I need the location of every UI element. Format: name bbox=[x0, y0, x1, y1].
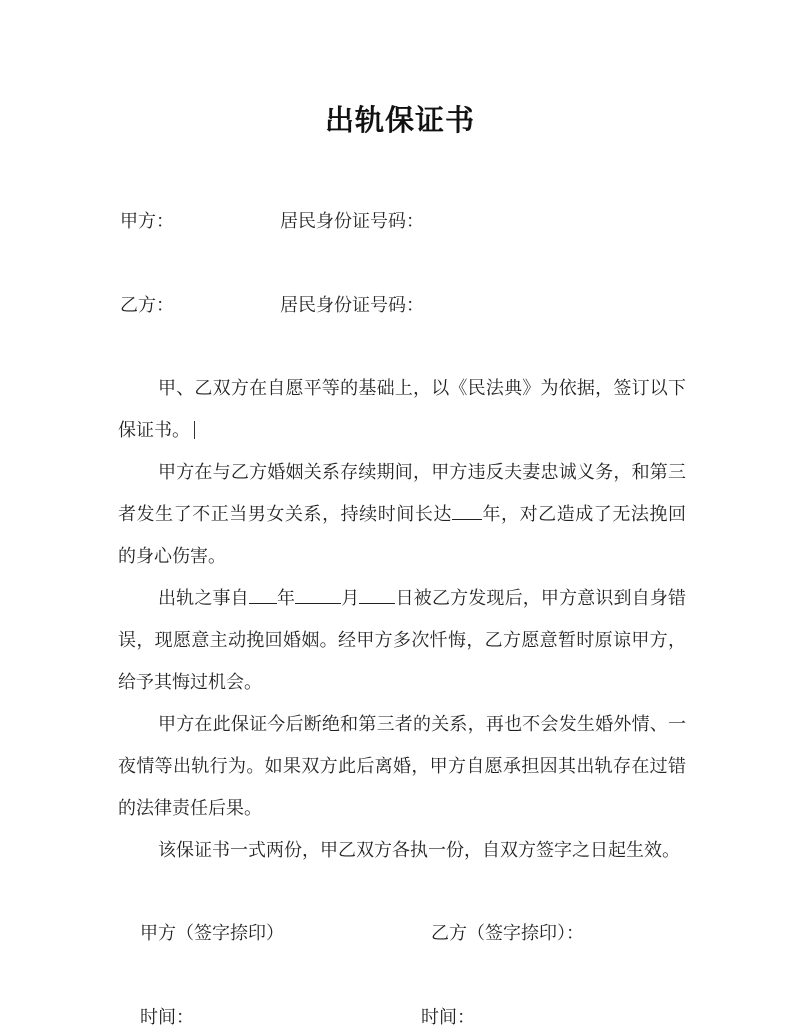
party-b-label: 乙方： bbox=[120, 295, 174, 316]
year-blank[interactable] bbox=[249, 585, 277, 604]
paragraph-discovery[interactable] bbox=[118, 578, 686, 704]
party-a-signature-label: 甲方（签字捺印） bbox=[140, 923, 284, 944]
document-body bbox=[118, 368, 686, 872]
paragraph-pledge-text: 甲方在此保证今后断绝和第三者的关系，再也不会发生婚外情、一夜情等出轨行为。如果双方此后离婚，甲方自愿承担因其出轨存在过错的法律责任后果。 bbox=[118, 714, 686, 819]
document-title: 出轨保证书 bbox=[324, 103, 475, 137]
paragraph-discovery-text-2: 日被乙方发现后，甲方意识到自身错误，现愿意主动挽回婚姻。经甲方多次忏悔，乙方愿意暂时原谅甲方，给予其悔过机会。 bbox=[118, 588, 687, 693]
paragraph-pledge[interactable] bbox=[118, 704, 686, 830]
paragraph-validity-text: 该保证书一式两份，甲乙双方各执一份，自双方签字之日起生效。 bbox=[158, 840, 680, 861]
paragraph-validity[interactable] bbox=[118, 830, 686, 872]
paragraph-discovery-text-1: 出轨之事自 bbox=[158, 588, 249, 609]
year-label: 年 bbox=[276, 588, 296, 609]
paragraph-intro[interactable] bbox=[118, 368, 686, 452]
party-a-label: 甲方： bbox=[120, 211, 174, 232]
party-a-time-label: 时间： bbox=[140, 1007, 194, 1028]
text-cursor bbox=[194, 421, 195, 439]
party-b-id-label: 居民身份证号码： bbox=[280, 295, 424, 316]
month-blank[interactable] bbox=[295, 585, 341, 604]
day-blank[interactable] bbox=[359, 585, 395, 604]
paragraph-intro-text: 甲、乙双方在自愿平等的基础上，以《民法典》为依据，签订以下保证书。 bbox=[118, 378, 686, 441]
party-b-signature-label: 乙方（签字捺印）： bbox=[431, 923, 584, 944]
paragraph-affair[interactable] bbox=[118, 452, 686, 578]
paragraph-affair-text-1: 甲方在与乙方婚姻关系存续期间，甲方违反夫妻忠诚义务，和第三者发生了不正当男女关系，持续时间长达 bbox=[118, 462, 686, 525]
paragraph-affair-text-2: 年，对乙造成了无法挽回的身心伤害。 bbox=[118, 504, 687, 567]
party-b-time-label: 时间： bbox=[421, 1007, 475, 1028]
month-label: 月 bbox=[341, 588, 360, 609]
party-a-id-label: 居民身份证号码： bbox=[280, 211, 424, 232]
duration-blank[interactable] bbox=[452, 501, 482, 520]
